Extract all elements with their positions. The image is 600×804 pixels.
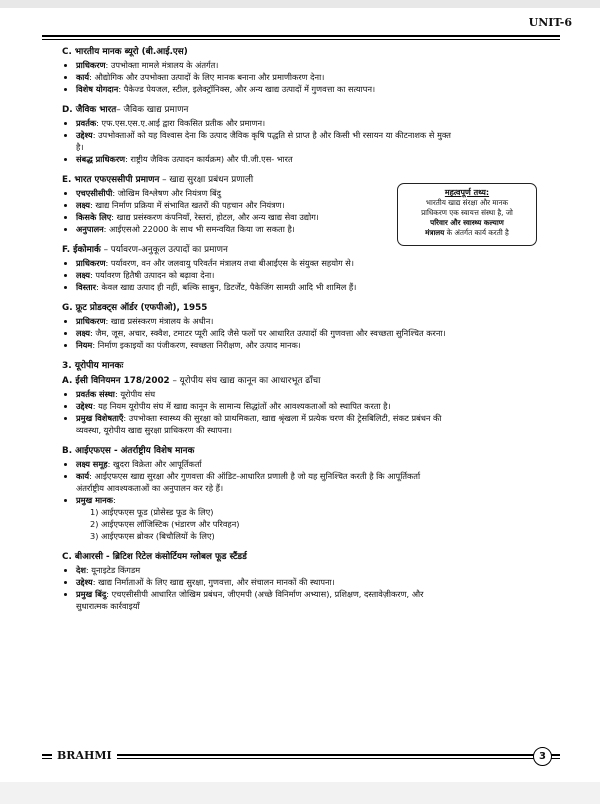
footer-rule-thin (42, 758, 560, 759)
bullet-list (62, 315, 542, 351)
bullet-item (76, 458, 542, 470)
item-label: प्रमुख विशेषताएँ (76, 413, 124, 423)
section (62, 104, 542, 165)
item-label: उद्देश्य (76, 401, 93, 411)
bullet-item (76, 71, 542, 83)
european-heading: 3. यूरोपीय मानकः (62, 361, 124, 371)
item-separator: : (96, 282, 102, 292)
item-continuation: अंतर्राष्ट्रीय आवश्यकताओं का अनुपालन कर रहे हैं। (76, 483, 224, 493)
section (62, 445, 542, 542)
sub-standard-item: 1) आईएफएस फूड (प्रोसेस्ड फूड के लिए) (90, 507, 214, 517)
item-text: खाद्य प्रसंस्करण कंपनियाँ, रेस्तरां, होटल, और अन्य खाद्य सेवा उद्योग। (116, 212, 319, 222)
section (62, 302, 542, 351)
item-text: पर्यावरण हितैषी उत्पादन को बढ़ावा देना। (95, 270, 215, 280)
page-content (62, 46, 542, 621)
section-title (62, 551, 542, 564)
item-separator: : (92, 401, 99, 411)
item-separator: : (118, 84, 124, 94)
header-rule-thin (42, 39, 560, 40)
section-title (62, 104, 542, 117)
item-label: कार्य (76, 471, 90, 481)
item-continuation: सुधारात्मक कार्रवाइयाँ (76, 601, 140, 611)
item-label: प्रमुख मानक (76, 495, 113, 505)
item-separator: : (114, 389, 121, 399)
header-rule (42, 35, 560, 37)
section-heading: F. ईकोमार्क (62, 245, 101, 255)
item-separator: : (96, 118, 102, 128)
section-subtitle: – जैविक खाद्य प्रमाणन (116, 105, 189, 115)
bullet-item (76, 257, 542, 269)
section-title (62, 46, 542, 59)
item-separator: : (92, 577, 99, 587)
item-separator: : (105, 316, 111, 326)
section-heading: G. फ्रूट प्रोडक्ट्स ऑर्डर (एफपीओ), 1955 (62, 303, 208, 313)
item-label: देश (76, 565, 86, 575)
fact-box-line-1: भारतीय खाद्य संरक्षा और मानक (425, 198, 509, 207)
section (62, 551, 542, 612)
item-label: लक्ष्य समूह (76, 459, 108, 469)
item-text: जोखिम विश्लेषण और नियंत्रण बिंदु (117, 188, 222, 198)
item-text: आईएफएस खाद्य सुरक्षा और गुणवत्ता की ऑडिट-आधारित प्रणाली है जो यह सुनिश्चित करती है कि आपूर्तिकर्ता (94, 471, 421, 481)
bottom-edge-band (0, 782, 600, 804)
bullet-item (76, 494, 542, 542)
fact-box-bold-1: परिवार और स्वास्थ्य कल्याण (430, 218, 504, 227)
sub-standard-item: 3) आईएफएस ब्रोकर (बिचौलियों के लिए) (90, 531, 215, 541)
section (62, 46, 542, 95)
section (62, 244, 542, 293)
bullet-item (76, 59, 542, 71)
bullet-list (62, 117, 542, 165)
item-separator: : (103, 224, 110, 234)
item-text: खाद्य निर्माताओं के लिए खाद्य सुरक्षा, गुणवत्ता, और संचालन मानकों की स्थापना। (98, 577, 335, 587)
bullet-item (76, 315, 542, 327)
item-separator: : (107, 459, 113, 469)
item-text: पैकेज्ड पेयजल, स्टील, इलेक्ट्रॉनिक्स, और अन्य खाद्य उत्पादों में गुणवत्ता का सत्यापन। (123, 84, 376, 94)
item-separator: : (111, 212, 117, 222)
item-separator: : (89, 471, 95, 481)
item-text: औद्योगिक और उपभोक्ता उत्पादों के लिए मानक बनाना और प्रमाणीकरण देना। (94, 72, 325, 82)
bullet-item (76, 83, 542, 95)
bullet-item (76, 564, 542, 576)
fact-box (397, 183, 537, 246)
item-text: खुदरा विक्रेता और आपूर्तिकर्ता (112, 459, 202, 469)
item-text: उपभोक्ताओं को यह विश्वास देना कि उत्पाद जैविक कृषि पद्धति से प्राप्त है और किसी भी रसायन या कीटनाशक से मुक्त (98, 130, 451, 140)
item-text: खाद्य निर्माण प्रक्रिया में संभावित खतरों की पहचान और नियंत्रण। (95, 200, 285, 210)
item-label: संबद्ध प्राधिकरण (76, 154, 126, 164)
item-separator: : (89, 72, 95, 82)
item-separator: : (89, 270, 96, 280)
item-separator: : (85, 565, 92, 575)
item-text: उपभोक्ता स्वास्थ्य की सुरक्षा को प्राथमिकता, खाद्य श्रृंखला में प्रत्येक चरण की ट्रेसबिलिटी, संकट प्रबंधन की (128, 413, 442, 423)
item-separator: : (89, 200, 96, 210)
bullet-item (76, 412, 542, 436)
item-label: उद्देश्य (76, 577, 93, 587)
item-label: विशेष योगदान (76, 84, 119, 94)
top-edge-band (0, 0, 600, 8)
item-separator: : (123, 413, 129, 423)
item-text: राष्ट्रीय जैविक उत्पादन कार्यक्रम) और पी.जी.एस- भारत (130, 154, 293, 164)
section (62, 375, 542, 436)
item-separator: : (89, 328, 96, 338)
item-text: निर्माण इकाइयों का पंजीकरण, स्वच्छता निरीक्षण, और उत्पाद मानक। (97, 340, 301, 350)
item-separator: : (105, 60, 111, 70)
bullet-item (76, 117, 542, 129)
item-label: प्रमुख बिंदु (76, 589, 107, 599)
item-text: उपभोक्ता मामले मंत्रालय के अंतर्गत। (110, 60, 219, 70)
item-label: विस्तार (76, 282, 96, 292)
section-title (62, 302, 542, 315)
bullet-item (76, 153, 542, 165)
bullet-item (76, 576, 542, 588)
item-text: केवल खाद्य उत्पाद ही नहीं, बल्कि साबुन, डिटर्जेंट, पैकेजिंग सामग्री आदि भी शामिल हैं। (101, 282, 357, 292)
item-text: पर्यावरण, वन और जलवायु परिवर्तन मंत्रालय तथा बीआईएस के संयुक्त सहयोग से। (110, 258, 354, 268)
item-label: कार्य (76, 72, 90, 82)
item-text: आईएसओ 22000 के साथ भी समन्वयित किया जा सकता है। (109, 224, 295, 234)
section-heading: A. ईसी विनियमन 178/2002 (62, 376, 170, 386)
fact-box-bold-2: मंत्रालय (425, 228, 445, 237)
bullet-item (76, 470, 542, 494)
item-label: नियम (76, 340, 93, 350)
bullet-list (62, 257, 542, 293)
section-subtitle: – यूरोपीय संघ खाद्य कानून का आधारभूत ढाँचा (169, 376, 321, 386)
bullet-item (76, 129, 542, 153)
section-subtitle: – पर्यावरण-अनुकूल उत्पादों का प्रमाणन (100, 245, 228, 255)
page-number: 3 (533, 747, 552, 766)
item-continuation: है। (76, 142, 84, 152)
item-text: यूरोपीय संघ (120, 389, 156, 399)
sub-standard-item: 2) आईएफएस लॉजिस्टिक (भंडारण और परिवहन) (90, 519, 240, 529)
bullet-item (76, 339, 542, 351)
brand-name: BRAHMI (52, 749, 117, 762)
section-heading: E. भारत एफएससीपी प्रमाणन (62, 175, 160, 185)
bullet-item (76, 400, 542, 412)
bullet-list (62, 458, 542, 542)
bullet-item (76, 588, 542, 612)
item-label: लक्ष्य (76, 270, 90, 280)
item-label: लक्ष्य (76, 200, 90, 210)
section-heading: C. बीआरसी - ब्रिटिश रिटेल कंसोर्टियम ग्लोबल फूड स्टैंडर्ड (62, 552, 247, 562)
section-heading: B. आईएफएस - अंतर्राष्ट्रीय विशेष मानक (62, 446, 195, 456)
bullet-list (62, 564, 542, 612)
fact-box-title: महत्वपूर्ण तथ्य: (444, 188, 490, 197)
item-label: किसके लिए (76, 212, 112, 222)
bullet-item (76, 281, 542, 293)
bullet-list (62, 59, 542, 95)
item-separator: : (125, 154, 131, 164)
item-label: प्रवर्तक (76, 118, 97, 128)
item-separator: : (112, 188, 118, 198)
unit-label: UNIT-6 (528, 16, 572, 29)
section-heading: D. जैविक भारत (62, 105, 117, 115)
item-separator: : (92, 340, 98, 350)
item-label: लक्ष्य (76, 328, 90, 338)
fact-box-line-2: प्राधिकरण एक स्वायत्त संस्था है, जो (421, 208, 513, 217)
item-text: यह नियम यूरोपीय संघ में खाद्य कानून के सामान्य सिद्धांतों और आवश्यकताओं को स्थापित करता है। (98, 401, 391, 411)
item-label: अनुपालन (76, 224, 104, 234)
item-text: जैम, जूस, अचार, स्क्वैश, टमाटर प्यूरी आदि जैसे फलों पर आधारित उत्पादों की गुणवत्ता और स्वच्छता सुनिश्चित करना। (95, 328, 446, 338)
section-title (62, 445, 542, 458)
fact-box-line-3: के अंतर्गत कार्य करती है (444, 228, 509, 237)
item-separator: : (106, 589, 112, 599)
section-title (62, 375, 542, 388)
bullet-item (76, 269, 542, 281)
item-label: प्राधिकरण (76, 316, 106, 326)
item-label: प्रवर्तक संस्था (76, 389, 115, 399)
footer-rule (42, 754, 560, 756)
section-subtitle: – खाद्य सुरक्षा प्रबंधन प्रणाली (159, 175, 254, 185)
item-label: एचएसीसीपी (76, 188, 113, 198)
page-footer (42, 744, 560, 768)
item-separator: : (92, 130, 99, 140)
bullet-list (62, 388, 542, 436)
item-text: एचएसीसीपी आधारित जोखिम प्रबंधन, जीएमपी (अच्छे विनिर्माण अभ्यास), प्रशिक्षण, दस्तावेज़ीकरण, और (111, 589, 424, 599)
bullet-item (76, 327, 542, 339)
item-text: यूनाइटेड किंगडम (91, 565, 141, 575)
section-heading: C. भारतीय मानक ब्यूरो (बी.आई.एस) (62, 47, 188, 57)
bullet-item (76, 388, 542, 400)
item-label: प्राधिकरण (76, 258, 106, 268)
item-separator: : (105, 258, 111, 268)
item-text: एफ.एस.एस.ए.आई द्वारा विकसित प्रतीक और प्रमाणन। (101, 118, 266, 128)
item-label: उद्देश्य (76, 130, 93, 140)
item-text: खाद्य प्रसंस्करण मंत्रालय के अधीन। (110, 316, 214, 326)
item-continuation: व्यवस्था, यूरोपीय खाद्य सुरक्षा प्राधिकरण की स्थापना। (76, 425, 232, 435)
item-label: प्राधिकरण (76, 60, 106, 70)
item-separator: : (112, 495, 116, 505)
